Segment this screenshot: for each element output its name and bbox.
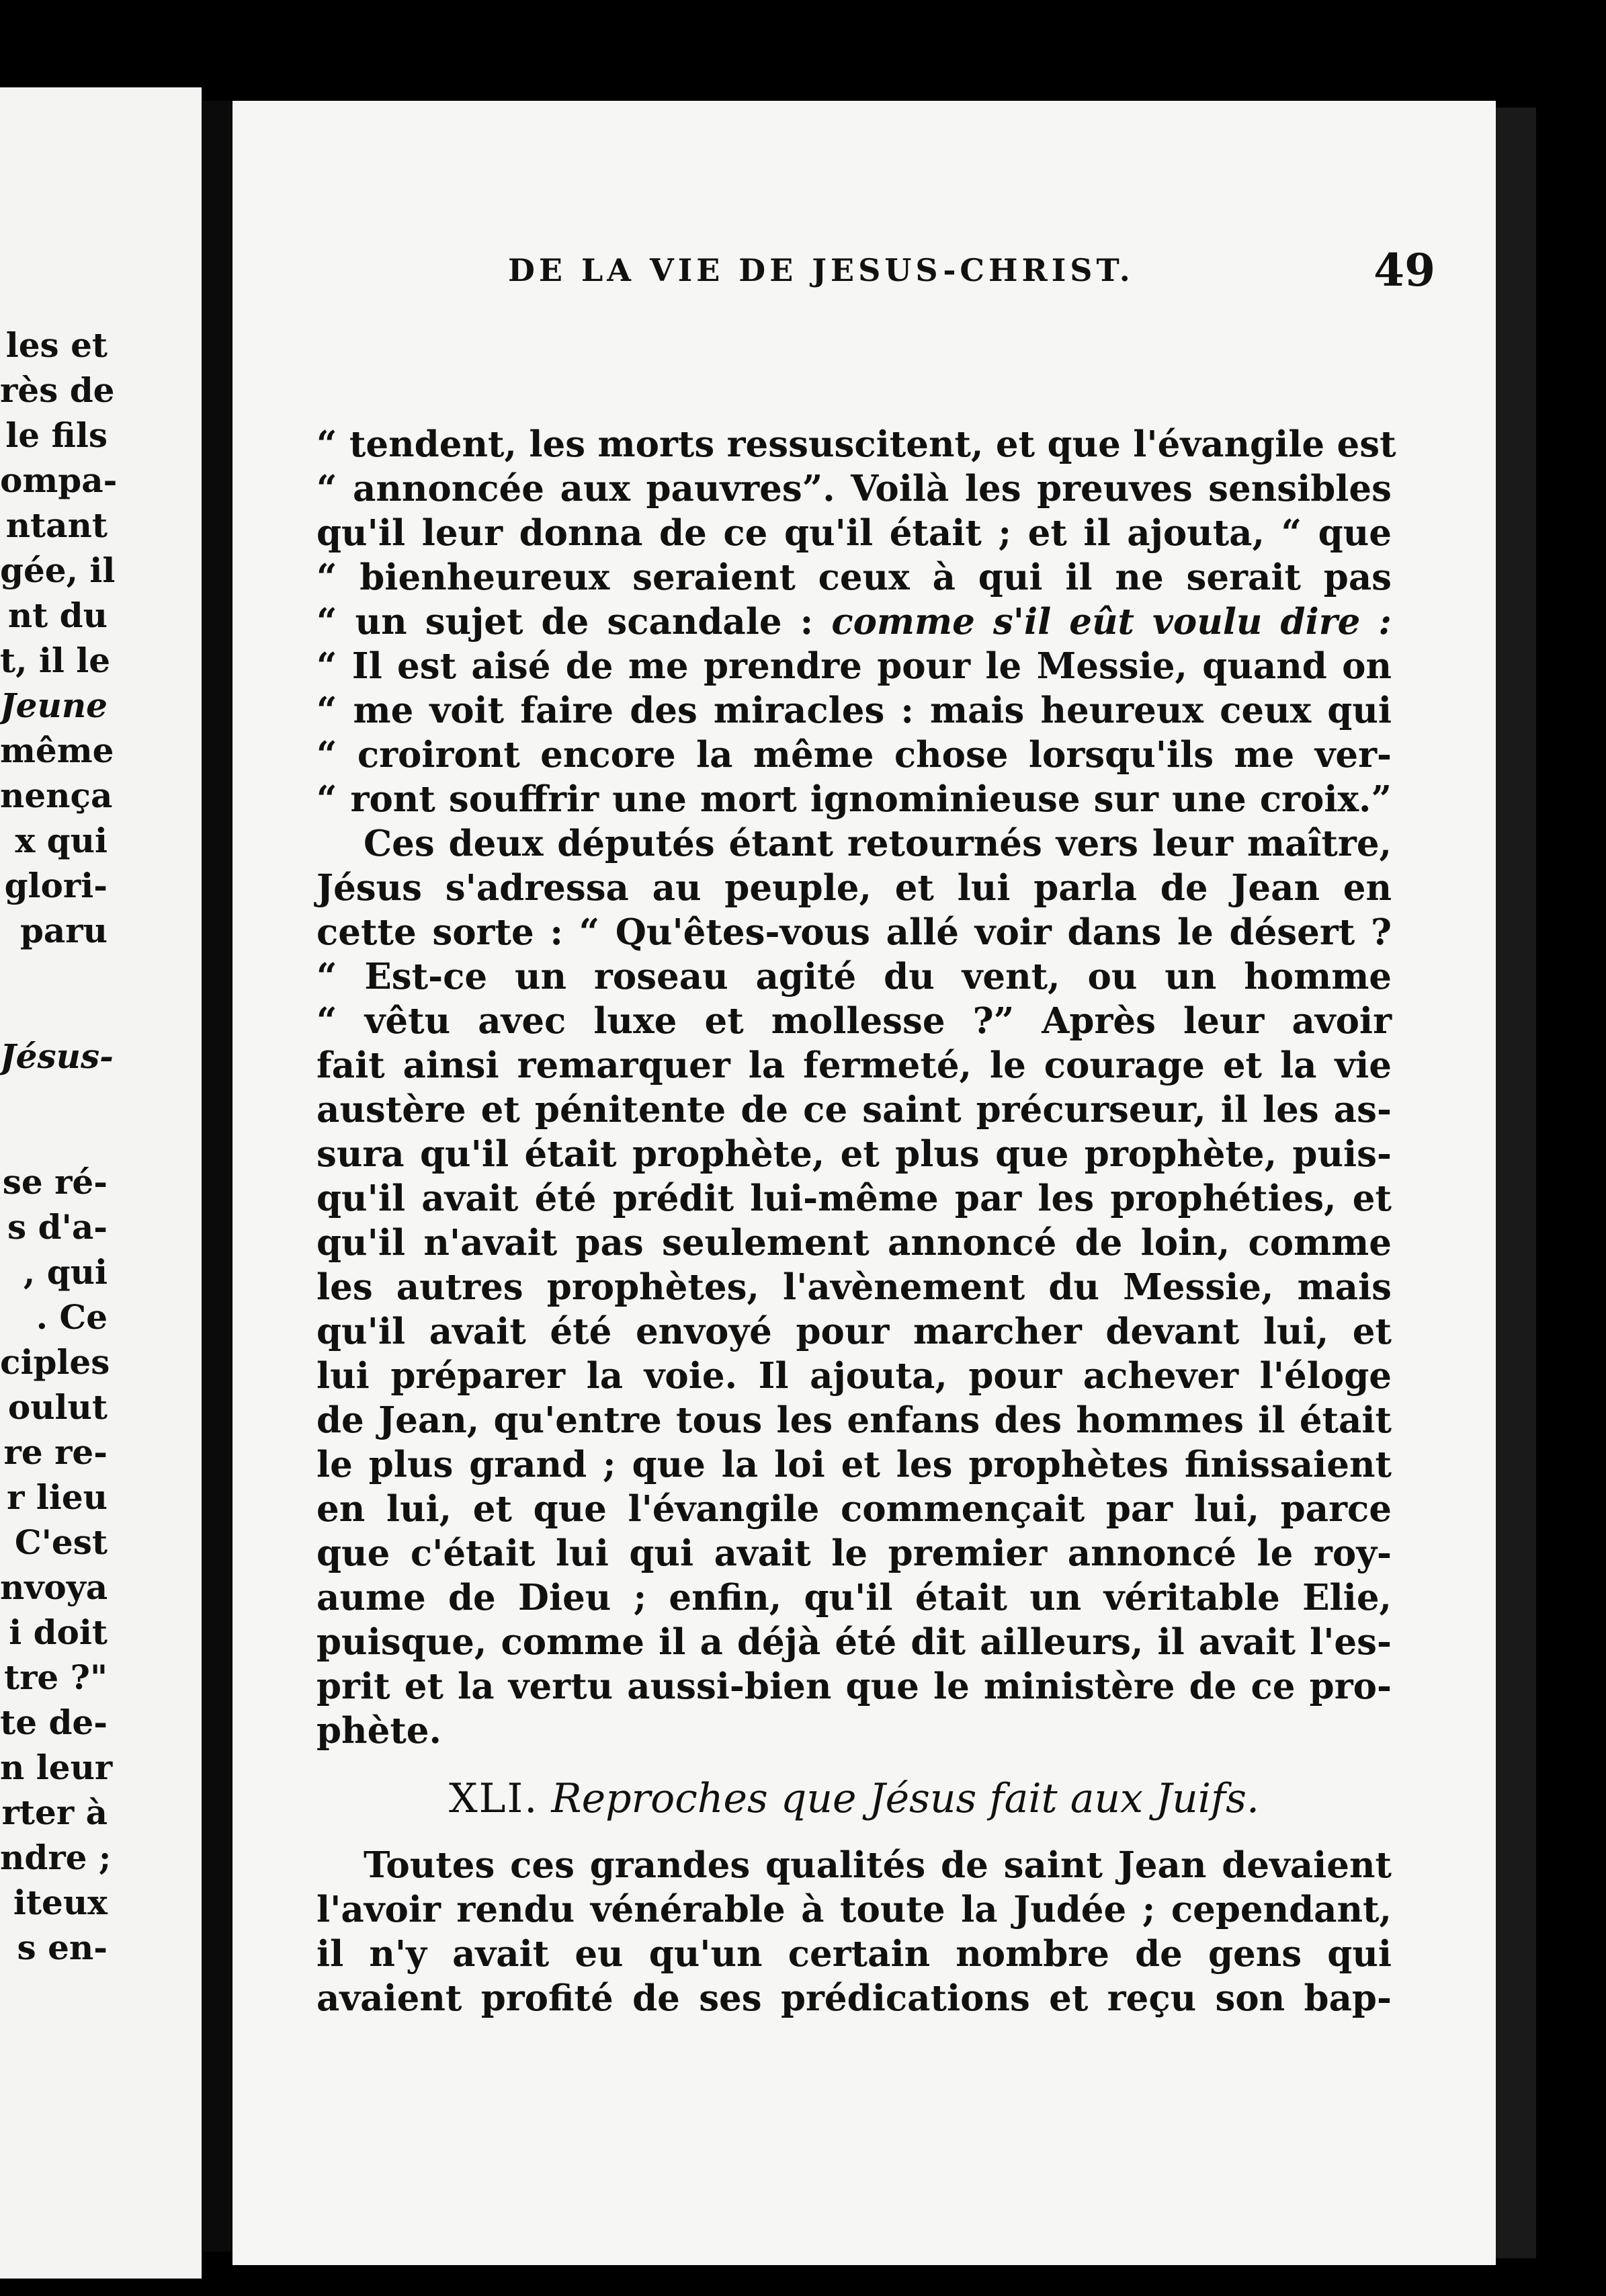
left-line: ndre ; xyxy=(0,1838,112,1877)
left-line: glori- xyxy=(4,866,108,905)
book-gutter xyxy=(202,101,233,2252)
text-line: aume de Dieu ; enfin, qu'il était un véritable Elie, xyxy=(316,1577,1392,1618)
section-number: XLI. xyxy=(448,1775,539,1822)
left-line: oulut xyxy=(7,1387,108,1427)
text-line: cette sorte : “ Qu'êtes-vous allé voir dans le désert ? xyxy=(316,911,1392,953)
text-line: lui préparer la voie. Il ajouta, pour achever l'éloge xyxy=(316,1355,1392,1397)
text-span: “ un sujet de scandale : xyxy=(316,601,832,643)
left-line: s d'a- xyxy=(7,1207,108,1247)
text-line: “ annoncée aux pauvres”. Voilà les preuves sensibles xyxy=(316,468,1392,509)
text-line: le plus grand ; que la loi et les prophètes finissaient xyxy=(316,1444,1392,1485)
italic-span: comme s'il eût voulu dire : xyxy=(831,601,1392,643)
left-line: C'est xyxy=(14,1522,108,1562)
left-line: nt du xyxy=(7,596,108,635)
text-line: que c'était lui qui avait le premier annoncé le roy- xyxy=(316,1532,1392,1574)
left-line: même xyxy=(0,731,114,770)
left-line: gée, il xyxy=(0,550,116,590)
text-line: prit et la vertu aussi-bien que le ministère de ce pro- xyxy=(316,1666,1392,1707)
text-line: “ bienheureux seraient ceux à qui il ne serait pas xyxy=(316,557,1392,598)
left-line: , qui xyxy=(23,1252,108,1292)
page-header xyxy=(233,244,1496,313)
section-heading xyxy=(316,1772,1392,1826)
left-line: s en- xyxy=(17,1928,108,1967)
text-line: “ ront souffrir une mort ignominieuse sur une croix.” xyxy=(316,778,1392,820)
text-line: “ tendent, les morts ressuscitent, et que l'évangile est xyxy=(316,423,1396,465)
left-line xyxy=(0,1079,202,1159)
text-line: Jésus s'adressa au peuple, et lui parla de Jean en xyxy=(316,867,1392,909)
text-line: qu'il leur donna de ce qu'il était ; et il ajouta, “ que xyxy=(316,512,1392,554)
text-line: l'avoir rendu vénérable à toute la Judée ; cependant, xyxy=(316,1889,1392,1930)
text-line: “ croiront encore la même chose lorsqu'ils me ver- xyxy=(316,734,1392,776)
page-edge xyxy=(1496,108,1536,2258)
text-line: les autres prophètes, l'avènement du Messie, mais xyxy=(316,1266,1392,1308)
left-line: n leur xyxy=(0,1748,113,1787)
text-line: sura qu'il était prophète, et plus que prophète, puis- xyxy=(316,1133,1392,1175)
left-line: t, il le xyxy=(0,641,111,680)
left-line: r lieu xyxy=(7,1477,108,1517)
left-line: i doit xyxy=(9,1612,108,1652)
left-line: Jésus- xyxy=(0,1036,114,1076)
left-line xyxy=(0,953,202,1034)
body-text xyxy=(316,422,1396,2020)
text-line: puisque, comme il a déjà été dit ailleurs, il avait l'es- xyxy=(316,1621,1392,1663)
left-line: x qui xyxy=(15,821,108,860)
paragraph-first-line: Toutes ces grandes qualités de saint Jean devaient xyxy=(364,1844,1392,1886)
text-line xyxy=(316,600,1392,644)
text-line: “ Il est aisé de me prendre pour le Messie, quand on xyxy=(316,645,1392,687)
text-line: fait ainsi remarquer la fermeté, le courage et la vie xyxy=(316,1044,1392,1086)
paragraph-first-line: Ces deux députés étant retournés vers leur maître, xyxy=(364,823,1392,864)
left-line: Jeune xyxy=(0,686,108,725)
left-line: les et xyxy=(5,325,108,365)
text-line: “ vêtu avec luxe et mollesse ?” Après leur avoir xyxy=(316,1000,1392,1042)
left-line: paru xyxy=(19,911,108,950)
text-line: “ me voit faire des miracles : mais heureux ceux qui xyxy=(316,690,1392,731)
running-head: DE LA VIE DE JESUS-CHRIST. xyxy=(508,252,1134,288)
left-line: rès de xyxy=(0,370,115,410)
main-page xyxy=(233,101,1496,2265)
text-line: “ Est-ce un roseau agité du vent, ou un homme xyxy=(316,956,1392,997)
left-line: nvoya xyxy=(0,1567,108,1607)
left-line: . Ce xyxy=(36,1297,108,1337)
left-page-fragment xyxy=(0,87,202,2279)
left-line: le fils xyxy=(5,415,108,455)
left-line: ntant xyxy=(5,505,108,545)
left-line: nença xyxy=(0,776,113,815)
text-line: austère et pénitente de ce saint précurseur, il les as- xyxy=(316,1089,1392,1131)
section-title: Reproches que Jésus fait aux Juifs. xyxy=(551,1775,1260,1822)
left-line: tre ?" xyxy=(3,1657,108,1697)
left-line: se ré- xyxy=(2,1162,108,1202)
left-line: ompa- xyxy=(0,460,118,500)
text-line: qu'il avait été prédit lui-même par les prophéties, et xyxy=(316,1178,1392,1219)
page-number: 49 xyxy=(1373,244,1435,296)
text-line: il n'y avait eu qu'un certain nombre de gens qui xyxy=(316,1933,1392,1975)
text-line: de Jean, qu'entre tous les enfans des hommes il était xyxy=(316,1399,1392,1441)
text-line: en lui, et que l'évangile commençait par lui, parce xyxy=(316,1488,1392,1530)
left-line: iteux xyxy=(13,1883,108,1922)
text-line: phète. xyxy=(316,1710,441,1752)
left-line: re re- xyxy=(3,1432,108,1472)
left-line: te de- xyxy=(0,1703,108,1742)
left-page-lines xyxy=(0,323,202,1970)
text-line: qu'il avait été envoyé pour marcher devant lui, et xyxy=(316,1311,1392,1352)
left-line: ciples xyxy=(0,1342,110,1382)
left-line: rter à xyxy=(1,1793,108,1832)
text-line: avaient profité de ses prédications et reçu son bap- xyxy=(316,1977,1392,2019)
text-line: qu'il n'avait pas seulement annoncé de loin, comme xyxy=(316,1222,1392,1264)
